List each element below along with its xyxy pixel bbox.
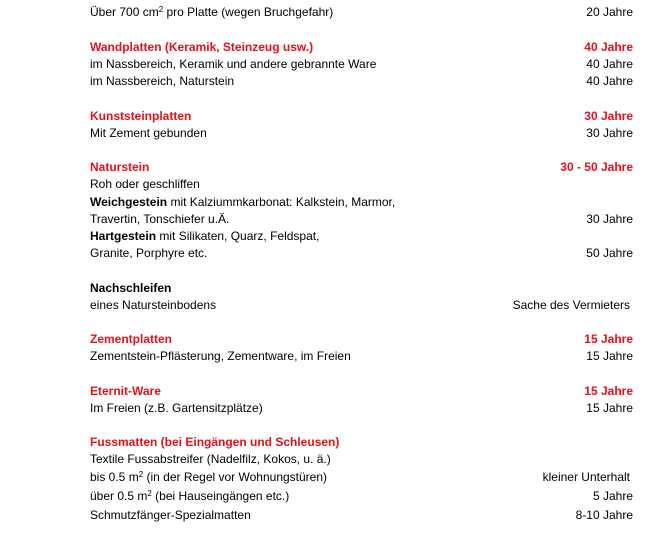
entry-row [90, 400, 633, 417]
entry-label: Schmutzfänger-Spezialmatten [90, 508, 251, 522]
section-heading-value: 30 - 50 Jahre [560, 160, 633, 174]
entry-row [90, 125, 633, 142]
entry-value: 30 Jahre [586, 126, 633, 140]
entry-row [90, 507, 633, 524]
section-heading-row [90, 280, 633, 297]
section-heading-row [90, 434, 633, 451]
entry-row [90, 194, 633, 211]
entry-label: im Nassbereich, Keramik und andere gebrannte Ware [90, 57, 377, 71]
entry-label: bis 0.5 $m^2$ (in der Regel vor Wohnungstüren) [90, 470, 328, 484]
entry-label: Hartgestein mit Silikaten, Quarz, Feldspat, [90, 229, 320, 243]
entry-row [90, 297, 633, 314]
entry-label: über 0.5 $m^2$ (bei Hauseingängen etc.) [90, 489, 290, 503]
entry-row [90, 228, 633, 245]
entry-row [90, 451, 633, 468]
section-heading-value: 15 Jahre [584, 332, 633, 346]
section-heading: Fussmatten (bei Eingängen und Schleusen) [90, 435, 340, 449]
entry-label: Textile Fussabstreifer (Nadelfilz, Kokos, u. ä.) [90, 452, 331, 466]
entry-value: 5 Jahre [592, 489, 633, 503]
entry-value: 20 Jahre [586, 5, 633, 19]
section-heading-row [90, 331, 633, 348]
entry-value: Sache des Vermieters [512, 298, 630, 312]
section-heading-value: 40 Jahre [584, 40, 633, 54]
entry-value: 50 Jahre [586, 246, 633, 260]
section-heading-row [90, 108, 633, 125]
entry-label: Über 700 $cm^2$ pro Platte (wegen Bruchgefahr) [90, 5, 334, 19]
entry-label: Im Freien (z.B. Gartensitzplätze) [90, 401, 263, 415]
entry-value: 15 Jahre [586, 401, 633, 415]
section-heading: Naturstein [90, 160, 150, 174]
entry-row [90, 469, 633, 486]
section-heading: Nachschleifen [90, 281, 172, 295]
entry-label: Granite, Porphyre etc. [90, 246, 208, 260]
entry-label: Weichgestein mit Kalziummkarbonat: Kalkstein, Marmor, [90, 195, 396, 209]
section-heading: Kunststeinplatten [90, 109, 192, 123]
section-heading: Zementplatten [90, 332, 173, 346]
entry-value: 8-10 Jahre [575, 508, 633, 522]
section-heading: Wandplatten (Keramik, Steinzeug usw.) [90, 40, 314, 54]
entry-label: Roh oder geschliffen [90, 177, 200, 191]
entry-value: kleiner Unterhalt [542, 470, 630, 484]
entry-row [90, 73, 633, 90]
entry-row [90, 348, 633, 365]
entry-row [90, 4, 633, 21]
entry-value: 40 Jahre [586, 57, 633, 71]
entry-label: Travertin, Tonschiefer u.Ä. [90, 212, 230, 226]
entry-label: im Nassbereich, Naturstein [90, 74, 235, 88]
entry-label: eines Natursteinbodens [90, 298, 217, 312]
section-heading: Eternit-Ware [90, 384, 161, 398]
entry-label: Mit Zement gebunden [90, 126, 207, 140]
section-heading-row [90, 383, 633, 400]
entry-value: 30 Jahre [586, 212, 633, 226]
entry-label: Zementstein-Pflästerung, Zementware, im Freien [90, 349, 351, 363]
entry-value: 40 Jahre [586, 74, 633, 88]
section-heading-row [90, 39, 633, 56]
entry-value: 15 Jahre [586, 349, 633, 363]
section-heading-value: 30 Jahre [584, 109, 633, 123]
entry-row [90, 245, 633, 262]
entry-row [90, 488, 633, 505]
entry-row [90, 211, 633, 228]
section-heading-value: 15 Jahre [584, 384, 633, 398]
entry-row [90, 56, 633, 73]
entry-row [90, 176, 633, 193]
section-heading-row [90, 159, 633, 176]
